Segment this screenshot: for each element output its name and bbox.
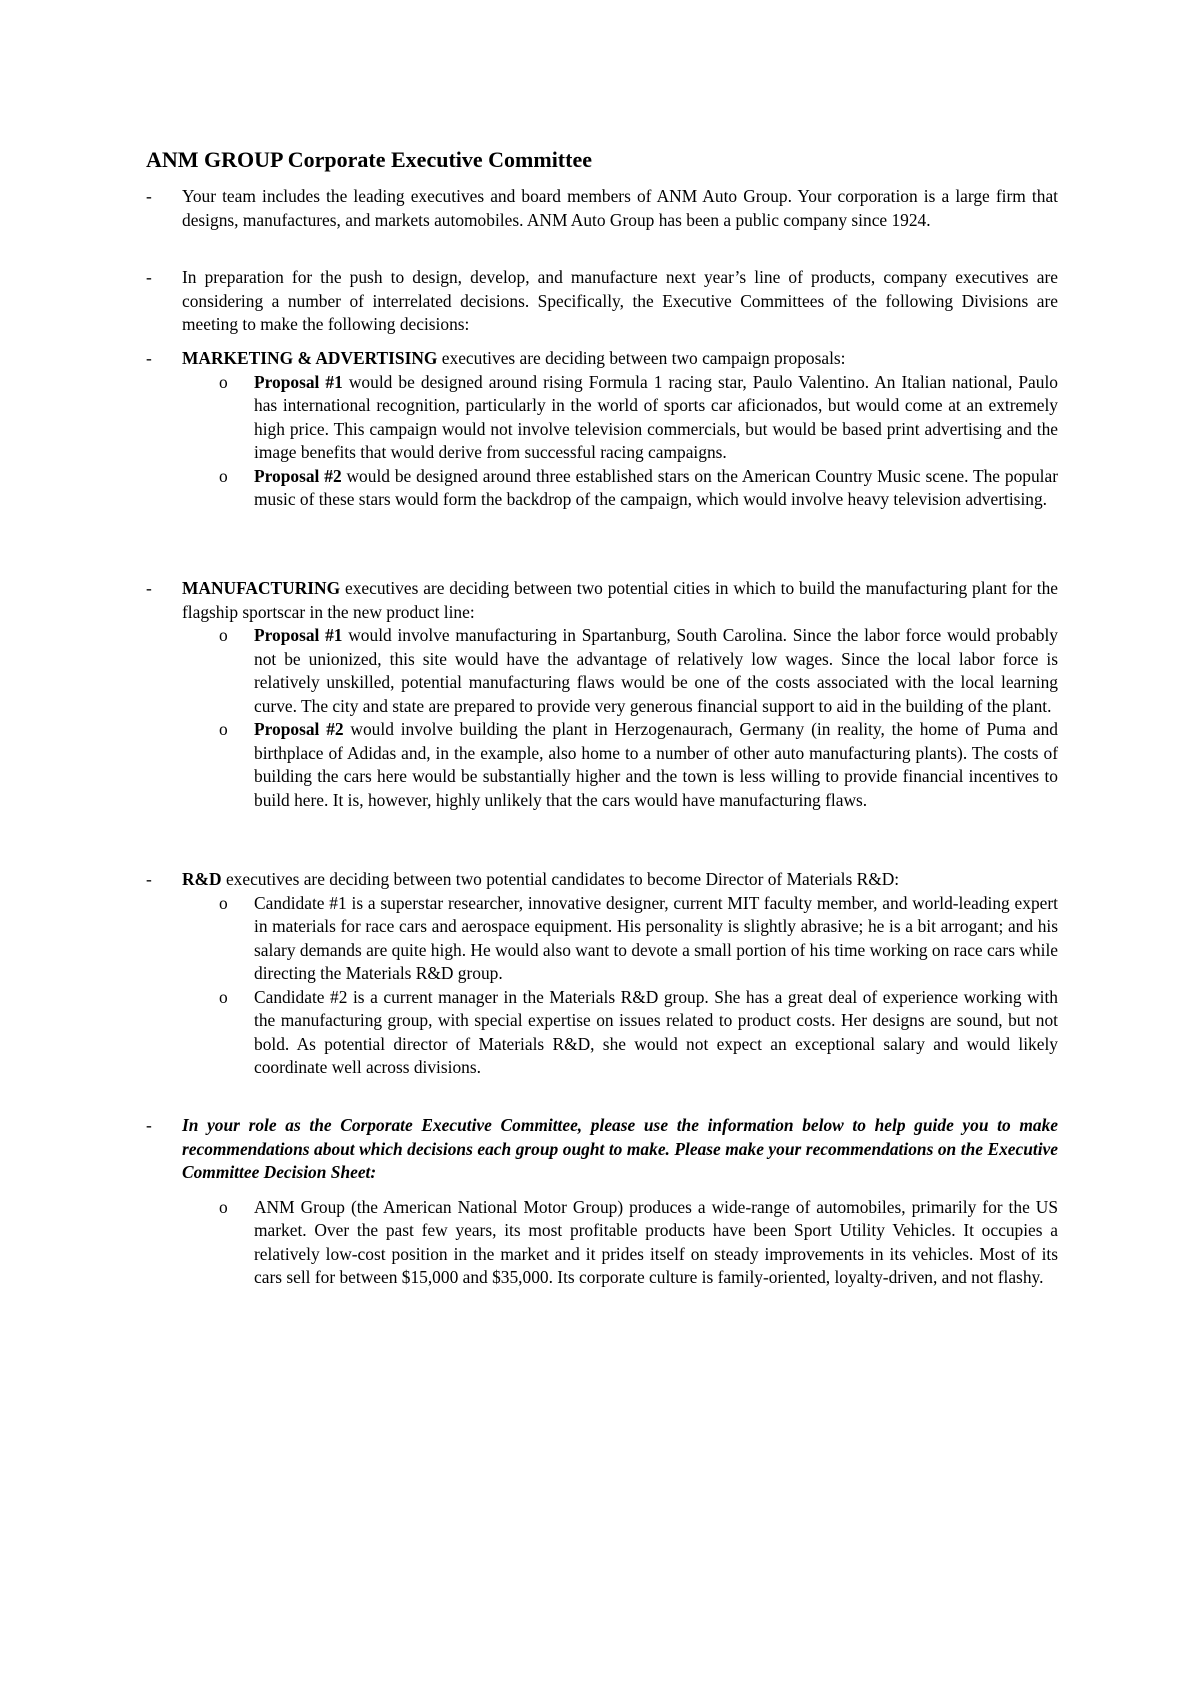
sub-item-text: [254, 371, 1058, 465]
item-text: [182, 868, 1058, 892]
sub-item-candidate-1: [219, 892, 1058, 986]
sub-item-proposal-2: [219, 718, 1058, 812]
proposal-label: Proposal #1: [254, 625, 343, 645]
sub-bullet: o: [219, 1196, 228, 1217]
dash-bullet: -: [146, 1115, 152, 1135]
item-text: Your team includes the leading executives and board members of ANM Auto Group. Your corporation is a large firm that designs, manufactures, and markets automobiles. ANM Auto Group has been a public company since 1924.: [182, 186, 1058, 230]
sub-bullet: o: [219, 371, 228, 392]
dash-bullet: -: [146, 348, 152, 368]
sub-item-text: Candidate #2 is a current manager in the Materials R&D group. She has a great deal of experience working with the manufacturing group, with special expertise on issues related to product costs. Her designs are sound, but not bold. As potential director of Materials R&D, she would not expect an exceptional salary and would likely coordinate well across divisions.: [254, 986, 1058, 1077]
dash-bullet: -: [146, 578, 152, 598]
instructions-text: In your role as the Corporate Executive Committee, please use the information below to help guide you to make recommendations about which decisions each group ought to make. Please make your recommendations on the Executive Committee Decision Sheet:: [182, 1115, 1058, 1182]
document-title: ANM GROUP Corporate Executive Committee: [146, 147, 592, 172]
item-text: In preparation for the push to design, develop, and manufacture next year’s line of products, company executives are considering a number of interrelated decisions. Specifically, the Executive Committees of the following Divisions are meeting to make the following decisions:: [182, 267, 1058, 334]
dash-bullet: -: [146, 186, 152, 206]
proposal-description: would be designed around rising Formula 1 racing star, Paulo Valentino. An Italian national, Paulo has international recognition, particularly in the world of sports car aficionados, but would come at an extremely high price. This campaign would not involve television commercials, but would be based print advertising and the image benefits that would derive from successful racing campaigns.: [254, 371, 1058, 462]
proposal-label: Proposal #2: [254, 719, 344, 739]
division-name: R&D: [182, 869, 222, 889]
list-item-instructions: [146, 1114, 1058, 1290]
sub-item-proposal-2: [219, 465, 1058, 512]
list-item-team-description: [146, 185, 1058, 232]
sub-item-proposal-1: [219, 624, 1059, 718]
sub-item-company-profile: [219, 1196, 1058, 1290]
proposal-label: Proposal #1: [254, 371, 343, 392]
sub-bullet: o: [219, 465, 228, 486]
list-item-rnd: [146, 868, 1058, 1080]
sub-item-text: Candidate #1 is a superstar researcher, innovative designer, current MIT faculty member, and world-leading expert in materials for race cars and aerospace equipment. His personality is slightly abrasive; he is a bit arrogant; and his salary demands are quite high. He would also want to devote a small portion of his time working on race cars while directing the Materials R&D group.: [254, 892, 1058, 983]
sub-item-candidate-2: [219, 986, 1058, 1080]
item-text: [182, 577, 1058, 624]
item-description: executives are deciding between two potential candidates to become Director of Materials R&D:: [221, 869, 900, 889]
item-text: [182, 347, 1058, 371]
division-name: MARKETING & ADVERTISING: [182, 348, 438, 368]
list-item-marketing: [146, 347, 1058, 512]
list-item-manufacturing: [146, 577, 1058, 812]
list-item-preparation: [146, 266, 1058, 337]
sub-item-proposal-1: [219, 371, 1058, 465]
sub-item-text: [254, 718, 1058, 812]
dash-bullet: -: [146, 869, 152, 889]
division-name: MANUFACTURING: [182, 578, 341, 598]
proposal-label: Proposal #2: [254, 465, 342, 486]
proposal-description: would involve manufacturing in Spartanburg, South Carolina. Since the labor force would probably not be unionized, this site would have the advantage of relatively low wages. Since the local labor force is relatively unskilled, potential manufacturing flaws would be one of the costs associated with the local learning curve. The city and state are prepared to provide very generous financial support to aid in the building of the plant.: [254, 625, 1059, 716]
proposal-description: would be designed around three established stars on the American Country Music scene. The popular music of these stars would form the backdrop of the campaign, which would involve heavy television advertising.: [254, 465, 1058, 509]
item-description: executives are deciding between two campaign proposals:: [437, 348, 846, 368]
item-description: executives are deciding between two potential cities in which to build the manufacturing plant for the flagship sportscar in the new product line:: [182, 578, 1058, 622]
dash-bullet: -: [146, 267, 152, 287]
sub-bullet: o: [219, 625, 228, 645]
sub-item-text: [254, 465, 1058, 512]
sub-item-text: ANM Group (the American National Motor Group) produces a wide-range of automobiles, primarily for the US market. Over the past few years, its most profitable products have been Sport Utility Vehicles. It occupies a relatively low-cost position in the market and it prides itself on steady improvements in its vehicles. Most of its cars sell for between $15,000 and $35,000. Its corporate culture is family-oriented, loyalty-driven, and not flashy.: [254, 1196, 1058, 1287]
sub-bullet: o: [219, 892, 228, 913]
sub-bullet: o: [219, 986, 228, 1007]
sub-bullet: o: [219, 719, 228, 739]
sub-item-text: [254, 624, 1058, 718]
proposal-description: would involve building the plant in Herzogenaurach, Germany (in reality, the home of Puma and birthplace of Adidas and, in the example, also home to a number of other auto manufacturing plants). The costs of building the cars here would be substantially higher and the town is less willing to provide financial incentives to build here. It is, however, highly unlikely that the cars would have manufacturing flaws.: [254, 719, 1058, 810]
